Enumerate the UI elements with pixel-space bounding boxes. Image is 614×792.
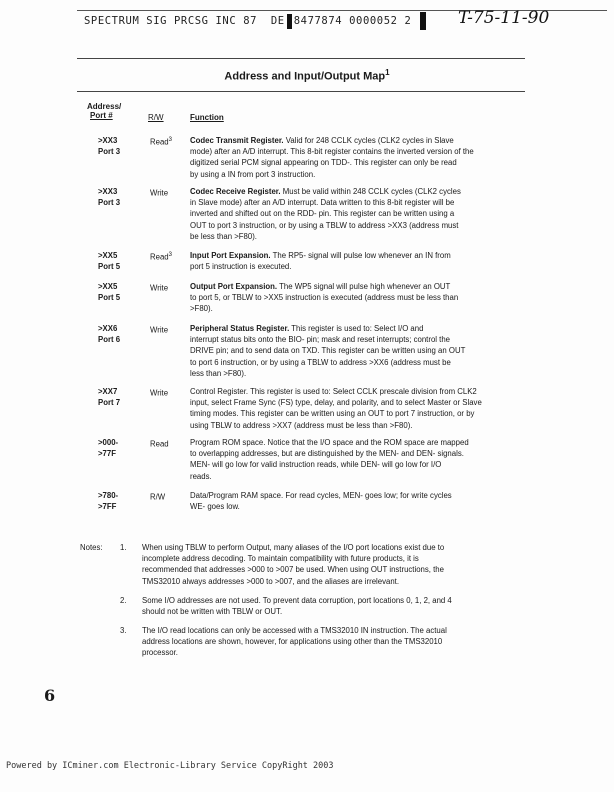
function-cell (190, 323, 550, 379)
function-line: mode) after an A/D interrupt. This 8-bit register contains the inverted version of the (190, 147, 474, 157)
address-cell: >XX3 Port 3 (98, 187, 121, 208)
function-line: to port 5, or TBLW to >XX5 instruction is executed (address must be less than (190, 293, 459, 303)
scan-block (420, 12, 426, 30)
function-line: to port 6 instruction, or by using a TBLW to address >XX6 (address must be (190, 357, 451, 367)
address-cell: >XX5 Port 5 (98, 251, 121, 272)
function-line: Data/Program RAM space. For read cycles, MEN- goes low; for write cycles (190, 491, 452, 500)
footer-copyright: Powered by ICminer.com Electronic-Library Service CopyRight 2003 (6, 761, 334, 771)
scan-block (287, 14, 292, 29)
function-cell (190, 250, 550, 272)
register-title: Codec Transmit Register. (190, 136, 284, 145)
function-cell (190, 490, 550, 512)
address-cell: >XX6 Port 6 (98, 324, 121, 345)
note-number: 2. (120, 596, 127, 605)
rw-cell: Write (150, 325, 169, 335)
function-line: inverted and shifted out on the RDD- pin. This register can be written using a (190, 209, 455, 219)
function-line: reads. (190, 471, 212, 481)
function-line: in Slave mode) after an A/D interrupt. Data written to this 8-bit register will be (190, 198, 455, 208)
function-line: port 5 instruction is executed. (190, 262, 292, 272)
scan-header (84, 12, 428, 30)
function-line: Program ROM space. Notice that the I/O space and the ROM space are mapped (190, 438, 469, 447)
function-line: WE- goes low. (190, 502, 240, 512)
function-line: Codec Transmit Register. Valid for 248 CCLK cycles (CLK2 cycles in Slave (190, 136, 454, 145)
notes-label: Notes: (80, 543, 103, 552)
register-title: Input Port Expansion. (190, 251, 271, 260)
scan-code: 8477874 0000052 2 (293, 15, 412, 27)
address-cell: >XX3 Port 3 (98, 136, 121, 157)
function-line: less than >F80). (190, 368, 247, 378)
handwritten-mark: 6 (44, 686, 56, 705)
rw-cell: Read$^3$ (150, 252, 172, 262)
function-line: to overlapping addresses, but are distinguished by the MEN- and DEN- signals. (190, 449, 464, 459)
function-line: input, select Frame Sync (FS) type, delay, and polarity, and to select Master or Slave (190, 398, 482, 408)
register-title: Peripheral Status Register. (190, 324, 290, 333)
address-cell: >XX5 Port 5 (98, 282, 121, 303)
page-title: Address and Input/Output Map$^1$ (224, 68, 390, 83)
footnote-ref: 1 (385, 68, 390, 77)
function-line: be less than >F80). (190, 231, 257, 241)
function-line: by using a IN from port 3 instruction. (190, 169, 316, 179)
function-line: MEN- will go low for valid instruction reads, while DEN- will go low for I/O (190, 460, 442, 470)
note-text: The I/O read locations can only be accessed with a TMS32010 IN instruction. The actual address locations are shown, however, for applications using other than the TMS32010 processor. (142, 626, 447, 658)
address-cell: >000- >77F (98, 438, 119, 459)
function-line: Output Port Expansion. The WP5 signal will pulse high whenever an OUT (190, 282, 451, 291)
function-line: DRIVE pin; and to send data on TXD. This register can be written using an OUT (190, 346, 466, 356)
function-line: digitized serial PCM signal appearing on TDD-. This register can only be read (190, 158, 457, 168)
rw-cell: Read$^3$ (150, 137, 172, 147)
note-number: 3. (120, 626, 127, 635)
note-text: Some I/O addresses are not used. To prevent data corruption, port locations 0, 1, 2, and 4 should not be written with TBLW or OUT. (142, 596, 452, 617)
rw-cell: Write (150, 388, 169, 398)
function-line: Codec Receive Register. Must be valid within 248 CCLK cycles (CLK2 cycles (190, 187, 461, 196)
function-cell (190, 186, 550, 242)
function-cell (190, 386, 550, 431)
function-line: using TBLW to address >XX7 (address must be less than >F80). (190, 420, 413, 430)
register-title: Codec Receive Register. (190, 187, 281, 196)
function-line: >F80). (190, 304, 213, 314)
function-cell (190, 281, 550, 315)
title-rule-bottom (77, 91, 525, 92)
column-header-function: Function (190, 113, 224, 122)
rw-cell: Read (150, 439, 169, 449)
function-line: Input Port Expansion. The RP5- signal will pulse low whenever an IN from (190, 251, 451, 260)
column-header-rw: R/W (148, 113, 164, 122)
function-line: timing modes. This register can be written using an OUT to port 7 instruction, or by (190, 409, 475, 419)
rw-cell: Write (150, 283, 169, 293)
function-line: Peripheral Status Register. This register is used to: Select I/O and (190, 324, 424, 333)
rw-cell: Write (150, 188, 169, 198)
note-number: 1. (120, 543, 127, 552)
address-cell: >780- >7FF (98, 491, 119, 512)
scan-header-text: SPECTRUM SIG PRCSG INC 87 DE (84, 15, 285, 27)
note-text: When using TBLW to perform Output, many aliases of the I/O port locations exist due to incomplete address decoding. To maintain compatibility with future products, it is recommended that addresses >000 to >007 be used. When using OUT instructions, the TMS32010 always addresses >000 to >007, and the aliases are irrelevant. (142, 543, 445, 586)
function-line: interrupt status bits onto the BIO- pin; mask and reset interrupts; control the (190, 335, 451, 345)
address-cell: >XX7 Port 7 (98, 387, 121, 408)
function-line: Control Register. This register is used to: Select CCLK prescale division from CLK2 (190, 387, 477, 396)
title-rule-top (77, 58, 525, 59)
column-header-address: Address/ Port # (87, 102, 122, 120)
function-cell (190, 135, 550, 180)
handwritten-code: T-75-11-90 (458, 8, 550, 28)
function-cell (190, 437, 550, 482)
register-title: Output Port Expansion. (190, 282, 278, 291)
rw-cell: R/W (150, 492, 166, 502)
function-line: OUT to port 3 instruction, or by using a TBLW to address >XX3 (address must (190, 220, 459, 230)
